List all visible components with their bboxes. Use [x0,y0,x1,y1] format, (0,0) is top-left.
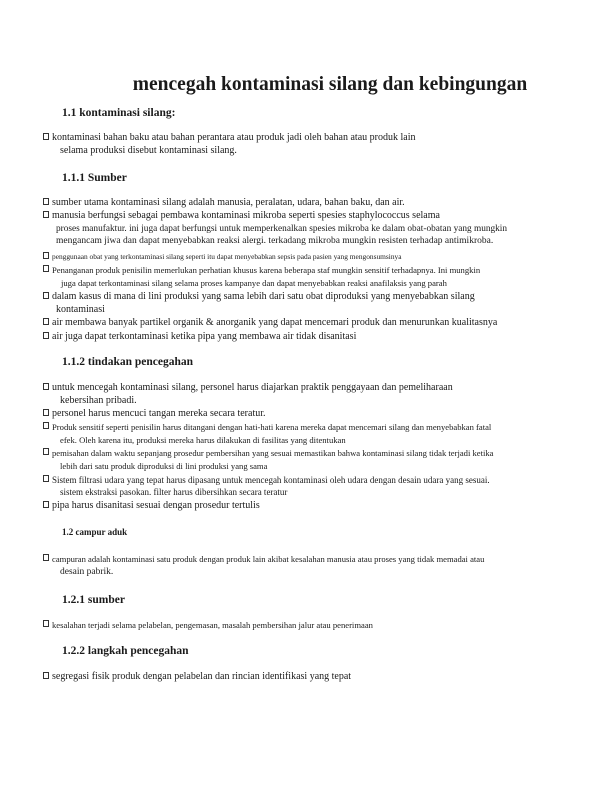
bullet-glyph-icon [43,252,49,259]
bullet-glyph-icon [43,133,49,140]
heading-1-1: 1.1 kontaminasi silang: [62,107,176,119]
bullet-glyph-icon [43,448,49,455]
heading-1-2-1: 1.2.1 sumber [62,594,125,606]
bullet-glyph-icon [43,383,49,390]
bullet-glyph-icon [43,475,49,482]
list-item: sumber utama kontaminasi silang adalah manusia, peralatan, udara, bahan baku, dan air. [43,197,583,210]
bullet-glyph-icon [43,318,49,325]
list-item: manusia berfungsi sebagai pembawa kontaminasi mikroba seperti spesies staphylococcus selama proses manufaktur. ini juga dapat berfungsi untuk memperkenalkan spesies mikroba ke dalam obat-obatan yang mungkin mengancam jiwa dan dapat menyebabkan reaksi alergi. terkadang mikroba mungkin resisten terhadap antimikroba. [43,210,583,248]
list-item: dalam kasus di mana di lini produksi yang sama lebih dari satu obat diproduksi yang menyebabkan silang kontaminasi [43,291,583,316]
list-item: segregasi fisik produk dengan pelabelan dan rincian identifikasi yang tepat [43,671,583,684]
list-item: pipa harus disanitasi sesuai dengan prosedur tertulis [43,500,583,513]
list-item: Produk sensitif seperti penisilin harus ditangani dengan hati-hati karena mereka dapat mencemari silang dan menyebabkan fatal efek. Oleh karena itu, produksi mereka harus dilakukan di fasilitas yang ditentukan [43,421,583,447]
heading-1-1-1: 1.1.1 Sumber [62,172,127,184]
list-item: air membawa banyak partikel organik & anorganik yang dapat mencemari produk dan menurunkan kualitasnya [43,317,583,330]
bullet-glyph-icon [43,554,49,561]
bullet-glyph-icon [43,198,49,205]
list-item: Sistem filtrasi udara yang tepat harus dipasang untuk mencegah kontaminasi oleh udara dengan desain udara yang sesuai. sistem ekstraksi pasokan. filter harus dibersihkan secara teratur [43,474,583,498]
heading-1-1-2: 1.1.2 tindakan pencegahan [62,356,194,368]
bullet-glyph-icon [43,422,49,429]
heading-1-2-2: 1.2.2 langkah pencegahan [62,645,189,657]
bullet-glyph-icon [43,265,49,272]
list-item: untuk mencegah kontaminasi silang, personel harus diajarkan praktik penggayaan dan pemeliharaan kebersihan pribadi. [43,382,583,407]
document-title: mencegah kontaminasi silang dan kebingungan [132,74,528,95]
heading-1-2: 1.2 campur aduk [62,527,128,537]
list-item: Penanganan produk penisilin memerlukan perhatian khusus karena beberapa staf mungkin sensitif terhadapnya. Ini mungkin juga dapat terkontaminasi silang selama proses kampanye dan dapat menyebabkan reaksi anafilaksis yang parah [43,264,583,290]
list-item: kontaminasi bahan baku atau bahan perantara atau produk jadi oleh bahan atau produk lain selama produksi disebut kontaminasi silang. [43,132,583,157]
bullet-glyph-icon [43,292,49,299]
list-item: penggunaan obat yang terkontaminasi silang seperti itu dapat menyebabkan sepsis pada pasien yang mengonsumsinya [43,252,583,262]
bullet-glyph-icon [43,501,49,508]
bullet-glyph-icon [43,409,49,416]
list-item: pemisahan dalam waktu sepanjang prosedur pembersihan yang sesuai memastikan bahwa kontaminasi silang tidak terjadi ketika lebih dari satu produk diproduksi di lini produksi yang sama [43,447,583,473]
bullet-glyph-icon [43,620,49,627]
list-item: air juga dapat terkontaminasi ketika pipa yang membawa air tidak disanitasi [43,331,583,344]
list-item: personel harus mencuci tangan mereka secara teratur. [43,408,583,421]
bullet-glyph-icon [43,332,49,339]
bullet-glyph-icon [43,672,49,679]
list-item: campuran adalah kontaminasi satu produk dengan produk lain akibat kesalahan manusia atau proses yang tidak memadai atau desain pabrik. [43,553,583,579]
list-item: kesalahan terjadi selama pelabelan, pengemasan, masalah pembersihan jalur atau penerimaan [43,619,583,632]
bullet-glyph-icon [43,211,49,218]
